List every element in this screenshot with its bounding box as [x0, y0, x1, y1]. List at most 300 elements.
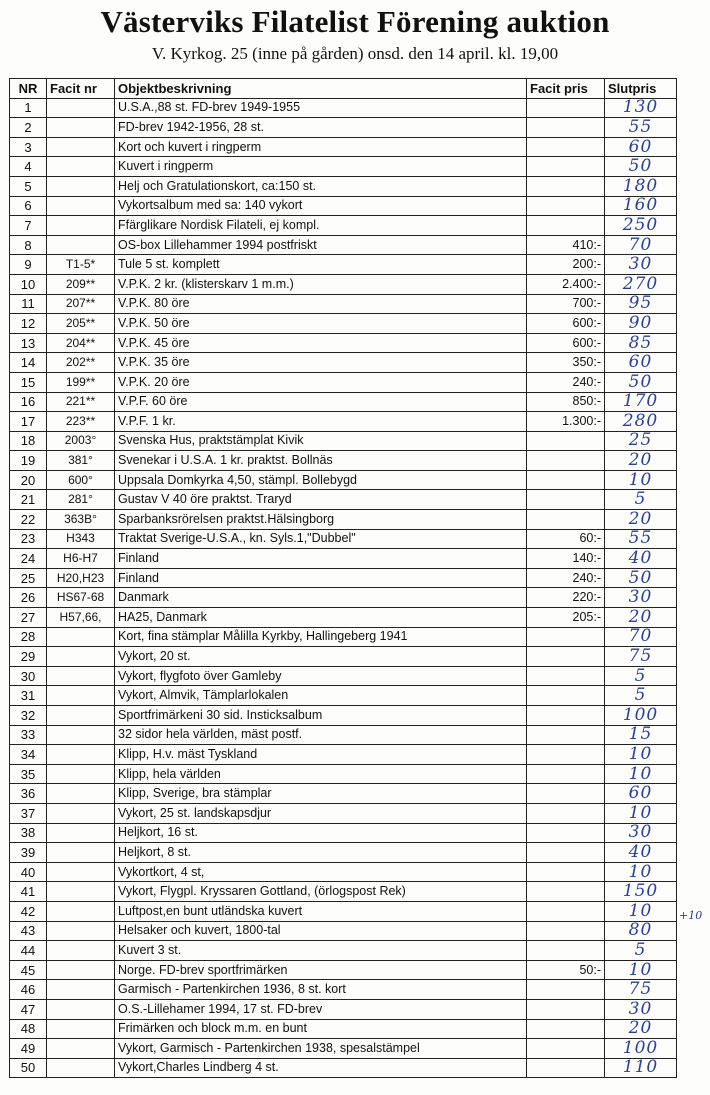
cell-nr: 16: [10, 392, 47, 412]
cell-facit-pris: [527, 999, 605, 1019]
cell-facit-pris: [527, 431, 605, 451]
cell-description: V.P.K. 50 öre: [115, 314, 527, 334]
table-row: [10, 764, 677, 784]
table-row: [10, 431, 677, 451]
cell-facit-nr: 600°: [47, 470, 115, 490]
cell-facit-pris: [527, 196, 605, 216]
cell-facit-pris: [527, 451, 605, 471]
cell-description: Kuvert i ringperm: [115, 157, 527, 177]
table-row: [10, 941, 677, 961]
cell-nr: 43: [10, 921, 47, 941]
cell-nr: 18: [10, 431, 47, 451]
cell-slutpris: 5: [605, 666, 677, 686]
cell-facit-pris: 410:-: [527, 235, 605, 255]
cell-facit-pris: 600:-: [527, 314, 605, 334]
cell-facit-nr: 209**: [47, 274, 115, 294]
cell-nr: 30: [10, 666, 47, 686]
cell-facit-nr: 207**: [47, 294, 115, 314]
cell-description: Finland: [115, 549, 527, 569]
table-row: [10, 137, 677, 157]
table-row: [10, 176, 677, 196]
cell-facit-nr: [47, 627, 115, 647]
table-header-row: [10, 79, 677, 99]
cell-facit-pris: [527, 216, 605, 236]
cell-slutpris: 85: [605, 333, 677, 353]
cell-slutpris: 50: [605, 372, 677, 392]
cell-description: Heljkort, 8 st.: [115, 843, 527, 863]
cell-facit-pris: 60:-: [527, 529, 605, 549]
table-row: [10, 843, 677, 863]
cell-slutpris: 60: [605, 137, 677, 157]
cell-facit-pris: [527, 157, 605, 177]
cell-description: Kort, fina stämplar Målilla Kyrkby, Hallingeberg 1941: [115, 627, 527, 647]
cell-description: Vykort, Garmisch - Partenkirchen 1938, spesalstämpel: [115, 1039, 527, 1059]
cell-facit-nr: H57,66,: [47, 608, 115, 628]
cell-slutpris: 30: [605, 255, 677, 275]
table-row: [10, 255, 677, 275]
cell-facit-nr: [47, 176, 115, 196]
cell-description: Tule 5 st. komplett: [115, 255, 527, 275]
cell-slutpris: 20: [605, 1019, 677, 1039]
cell-slutpris: 170: [605, 392, 677, 412]
cell-description: OS-box Lillehammer 1994 postfriskt: [115, 235, 527, 255]
cell-description: U.S.A.,88 st. FD-brev 1949-1955: [115, 98, 527, 118]
cell-slutpris: 10: [605, 960, 677, 980]
cell-slutpris: 10: [605, 862, 677, 882]
cell-nr: 2: [10, 118, 47, 138]
cell-facit-nr: [47, 118, 115, 138]
cell-nr: 29: [10, 647, 47, 667]
cell-slutpris: 10: [605, 745, 677, 765]
cell-facit-pris: [527, 764, 605, 784]
cell-nr: 28: [10, 627, 47, 647]
cell-nr: 3: [10, 137, 47, 157]
cell-nr: 22: [10, 510, 47, 530]
cell-facit-pris: 700:-: [527, 294, 605, 314]
cell-slutpris: 90: [605, 314, 677, 334]
table-row: [10, 901, 677, 921]
cell-facit-nr: 363B°: [47, 510, 115, 530]
cell-facit-nr: [47, 843, 115, 863]
cell-facit-nr: [47, 803, 115, 823]
cell-facit-pris: [527, 823, 605, 843]
header-facit-pris: Facit pris: [527, 79, 605, 99]
table-row: [10, 882, 677, 902]
cell-nr: 15: [10, 372, 47, 392]
cell-nr: 12: [10, 314, 47, 334]
cell-nr: 38: [10, 823, 47, 843]
cell-facit-nr: 2003°: [47, 431, 115, 451]
cell-nr: 45: [10, 960, 47, 980]
cell-facit-pris: [527, 137, 605, 157]
cell-description: V.P.K. 20 öre: [115, 372, 527, 392]
cell-facit-pris: 1.300:-: [527, 412, 605, 432]
cell-facit-nr: 205**: [47, 314, 115, 334]
table-row: [10, 353, 677, 373]
cell-facit-pris: [527, 627, 605, 647]
table-row: [10, 549, 677, 569]
table-row: [10, 862, 677, 882]
cell-description: Frimärken och block m.m. en bunt: [115, 1019, 527, 1039]
cell-facit-nr: 223**: [47, 412, 115, 432]
cell-slutpris: 75: [605, 980, 677, 1000]
cell-slutpris: 280: [605, 412, 677, 432]
cell-slutpris: 10: [605, 764, 677, 784]
cell-facit-pris: [527, 1019, 605, 1039]
side-note: +10: [679, 909, 703, 922]
table-row: [10, 314, 677, 334]
table-row: [10, 803, 677, 823]
table-row: [10, 392, 677, 412]
cell-nr: 11: [10, 294, 47, 314]
table-row: [10, 451, 677, 471]
cell-nr: 44: [10, 941, 47, 961]
cell-description: O.S.-Lillehamer 1994, 17 st. FD-brev: [115, 999, 527, 1019]
cell-nr: 48: [10, 1019, 47, 1039]
cell-description: V.P.F. 60 öre: [115, 392, 527, 412]
cell-nr: 23: [10, 529, 47, 549]
cell-nr: 40: [10, 862, 47, 882]
cell-facit-nr: [47, 823, 115, 843]
cell-facit-nr: [47, 999, 115, 1019]
cell-slutpris: 70: [605, 627, 677, 647]
cell-facit-nr: 199**: [47, 372, 115, 392]
table-row: [10, 745, 677, 765]
cell-nr: 6: [10, 196, 47, 216]
cell-description: Helj och Gratulationskort, ca:150 st.: [115, 176, 527, 196]
header-description: Objektbeskrivning: [115, 79, 527, 99]
cell-facit-nr: [47, 941, 115, 961]
header-facit-nr: Facit nr: [47, 79, 115, 99]
cell-facit-pris: [527, 98, 605, 118]
cell-slutpris: 10: [605, 901, 677, 921]
cell-facit-pris: 2.400:-: [527, 274, 605, 294]
cell-nr: 33: [10, 725, 47, 745]
cell-facit-pris: [527, 686, 605, 706]
cell-description: Svenekar i U.S.A. 1 kr. praktst. Bollnäs: [115, 451, 527, 471]
cell-slutpris: 15: [605, 725, 677, 745]
cell-nr: 36: [10, 784, 47, 804]
table-row: [10, 235, 677, 255]
table-row: [10, 647, 677, 667]
table-row: [10, 470, 677, 490]
cell-slutpris: 95: [605, 294, 677, 314]
cell-facit-pris: [527, 921, 605, 941]
cell-facit-pris: [527, 901, 605, 921]
cell-facit-pris: [527, 490, 605, 510]
cell-facit-nr: [47, 784, 115, 804]
cell-facit-pris: [527, 1039, 605, 1059]
table-row: [10, 960, 677, 980]
document-title: Västerviks Filatelist Förening auktion: [100, 4, 610, 39]
cell-description: Svenska Hus, praktstämplat Kivik: [115, 431, 527, 451]
cell-slutpris: 100: [605, 706, 677, 726]
cell-description: Uppsala Domkyrka 4,50, stämpl. Bollebygd: [115, 470, 527, 490]
cell-facit-nr: H6-H7: [47, 549, 115, 569]
cell-slutpris: 5: [605, 941, 677, 961]
table-row: [10, 980, 677, 1000]
cell-description: Danmark: [115, 588, 527, 608]
cell-description: Kort och kuvert i ringperm: [115, 137, 527, 157]
table-row: [10, 274, 677, 294]
cell-facit-nr: [47, 157, 115, 177]
cell-facit-pris: [527, 882, 605, 902]
cell-slutpris: 55: [605, 118, 677, 138]
table-row: [10, 1058, 677, 1078]
cell-facit-pris: [527, 1058, 605, 1078]
cell-description: V.P.K. 80 öre: [115, 294, 527, 314]
cell-facit-nr: [47, 647, 115, 667]
cell-description: Klipp, H.v. mäst Tyskland: [115, 745, 527, 765]
cell-slutpris: 40: [605, 549, 677, 569]
cell-facit-nr: 204**: [47, 333, 115, 353]
cell-nr: 9: [10, 255, 47, 275]
cell-facit-nr: [47, 196, 115, 216]
cell-nr: 35: [10, 764, 47, 784]
cell-nr: 8: [10, 235, 47, 255]
cell-nr: 42: [10, 901, 47, 921]
cell-description: Vykort, 20 st.: [115, 647, 527, 667]
cell-slutpris: 270: [605, 274, 677, 294]
table-row: [10, 118, 677, 138]
cell-description: 32 sidor hela världen, mäst postf.: [115, 725, 527, 745]
cell-description: Gustav V 40 öre praktst. Traryd: [115, 490, 527, 510]
cell-facit-nr: H343: [47, 529, 115, 549]
cell-facit-pris: [527, 118, 605, 138]
cell-nr: 47: [10, 999, 47, 1019]
document-subtitle: V. Kyrkog. 25 (inne på gården) onsd. den 14 april. kl. 19,00: [151, 44, 559, 63]
cell-facit-nr: [47, 764, 115, 784]
cell-description: Vykortkort, 4 st,: [115, 862, 527, 882]
cell-facit-pris: [527, 862, 605, 882]
cell-slutpris: 10: [605, 470, 677, 490]
cell-facit-nr: [47, 960, 115, 980]
cell-nr: 7: [10, 216, 47, 236]
cell-slutpris: 110: [605, 1058, 677, 1078]
cell-facit-pris: 140:-: [527, 549, 605, 569]
header-nr: NR: [10, 79, 47, 99]
cell-facit-nr: [47, 1019, 115, 1039]
cell-slutpris: 30: [605, 588, 677, 608]
cell-description: HA25, Danmark: [115, 608, 527, 628]
cell-facit-pris: 850:-: [527, 392, 605, 412]
cell-slutpris: 150: [605, 882, 677, 902]
cell-facit-pris: [527, 843, 605, 863]
cell-description: Vykort, Almvik, Tämplarlokalen: [115, 686, 527, 706]
table-row: [10, 196, 677, 216]
cell-facit-nr: HS67-68: [47, 588, 115, 608]
cell-facit-pris: 220:-: [527, 588, 605, 608]
cell-description: Sportfrimärkeni 30 sid. Insticksalbum: [115, 706, 527, 726]
cell-facit-pris: [527, 941, 605, 961]
header-slutpris: Slutpris: [605, 79, 677, 99]
table-row: [10, 686, 677, 706]
table-row: [10, 98, 677, 118]
cell-facit-pris: [527, 647, 605, 667]
cell-facit-nr: [47, 862, 115, 882]
cell-slutpris: 25: [605, 431, 677, 451]
cell-facit-nr: [47, 1039, 115, 1059]
cell-facit-pris: 240:-: [527, 568, 605, 588]
cell-facit-pris: [527, 803, 605, 823]
cell-description: Norge. FD-brev sportfrimärken: [115, 960, 527, 980]
cell-description: Traktat Sverige-U.S.A., kn. Syls.1,"Dubbel": [115, 529, 527, 549]
cell-nr: 25: [10, 568, 47, 588]
cell-facit-pris: [527, 706, 605, 726]
cell-facit-pris: [527, 980, 605, 1000]
table-row: [10, 157, 677, 177]
cell-facit-nr: 281°: [47, 490, 115, 510]
cell-slutpris: 100: [605, 1039, 677, 1059]
cell-nr: 32: [10, 706, 47, 726]
cell-facit-nr: [47, 745, 115, 765]
table-row: [10, 294, 677, 314]
cell-description: V.P.K. 2 kr. (klisterskarv 1 m.m.): [115, 274, 527, 294]
cell-facit-nr: [47, 216, 115, 236]
table-row: [10, 921, 677, 941]
cell-nr: 13: [10, 333, 47, 353]
cell-nr: 19: [10, 451, 47, 471]
cell-nr: 24: [10, 549, 47, 569]
cell-nr: 41: [10, 882, 47, 902]
cell-nr: 10: [10, 274, 47, 294]
table-row: [10, 510, 677, 530]
cell-nr: 31: [10, 686, 47, 706]
cell-facit-pris: [527, 725, 605, 745]
cell-description: Vykort, Flygpl. Kryssaren Gottland, (örlogspost Rek): [115, 882, 527, 902]
cell-slutpris: 20: [605, 510, 677, 530]
table-row: [10, 608, 677, 628]
cell-facit-pris: 205:-: [527, 608, 605, 628]
cell-facit-pris: 600:-: [527, 333, 605, 353]
cell-slutpris: 70: [605, 235, 677, 255]
cell-slutpris: 20: [605, 608, 677, 628]
auction-table: [9, 78, 677, 1078]
cell-facit-nr: [47, 725, 115, 745]
cell-facit-pris: [527, 745, 605, 765]
cell-slutpris: 50: [605, 157, 677, 177]
cell-description: Kuvert 3 st.: [115, 941, 527, 961]
cell-facit-nr: [47, 980, 115, 1000]
cell-facit-pris: [527, 470, 605, 490]
cell-nr: 27: [10, 608, 47, 628]
cell-description: Helsaker och kuvert, 1800-tal: [115, 921, 527, 941]
cell-nr: 5: [10, 176, 47, 196]
cell-slutpris: 10: [605, 803, 677, 823]
cell-slutpris: 160: [605, 196, 677, 216]
cell-description: Vykort,Charles Lindberg 4 st.: [115, 1058, 527, 1078]
cell-description: Klipp, hela världen: [115, 764, 527, 784]
cell-facit-nr: H20,H23: [47, 568, 115, 588]
cell-facit-nr: [47, 1058, 115, 1078]
cell-slutpris: 250: [605, 216, 677, 236]
cell-slutpris: 130: [605, 98, 677, 118]
cell-facit-nr: [47, 901, 115, 921]
cell-nr: 4: [10, 157, 47, 177]
cell-description: Garmisch - Partenkirchen 1936, 8 st. kort: [115, 980, 527, 1000]
cell-facit-pris: 200:-: [527, 255, 605, 275]
table-row: [10, 568, 677, 588]
cell-facit-nr: [47, 666, 115, 686]
cell-facit-pris: [527, 784, 605, 804]
cell-facit-nr: T1-5*: [47, 255, 115, 275]
cell-description: V.P.K. 45 öre: [115, 333, 527, 353]
cell-slutpris: 180: [605, 176, 677, 196]
cell-nr: 50: [10, 1058, 47, 1078]
cell-nr: 17: [10, 412, 47, 432]
cell-facit-nr: [47, 235, 115, 255]
cell-description: Sparbanksrörelsen praktst.Hälsingborg: [115, 510, 527, 530]
table-row: [10, 490, 677, 510]
cell-description: Vykortsalbum med sa: 140 vykort: [115, 196, 527, 216]
cell-slutpris: 60: [605, 784, 677, 804]
cell-description: FD-brev 1942-1956, 28 st.: [115, 118, 527, 138]
cell-nr: 37: [10, 803, 47, 823]
cell-description: Ffärglikare Nordisk Filateli, ej kompl.: [115, 216, 527, 236]
cell-facit-nr: [47, 98, 115, 118]
table-row: [10, 372, 677, 392]
cell-facit-nr: 221**: [47, 392, 115, 412]
cell-nr: 20: [10, 470, 47, 490]
cell-facit-pris: 350:-: [527, 353, 605, 373]
table-row: [10, 666, 677, 686]
cell-slutpris: 5: [605, 686, 677, 706]
cell-slutpris: 60: [605, 353, 677, 373]
cell-facit-nr: [47, 882, 115, 902]
cell-nr: 26: [10, 588, 47, 608]
cell-facit-nr: 381°: [47, 451, 115, 471]
cell-facit-nr: [47, 706, 115, 726]
cell-description: V.P.F. 1 kr.: [115, 412, 527, 432]
cell-nr: 39: [10, 843, 47, 863]
cell-facit-nr: 202**: [47, 353, 115, 373]
cell-nr: 1: [10, 98, 47, 118]
cell-description: Vykort, flygfoto över Gamleby: [115, 666, 527, 686]
cell-nr: 14: [10, 353, 47, 373]
cell-slutpris: 5: [605, 490, 677, 510]
cell-description: Finland: [115, 568, 527, 588]
cell-slutpris: 30: [605, 999, 677, 1019]
cell-nr: 21: [10, 490, 47, 510]
cell-facit-nr: [47, 137, 115, 157]
cell-slutpris: 40: [605, 843, 677, 863]
table-row: [10, 529, 677, 549]
cell-nr: 34: [10, 745, 47, 765]
cell-slutpris: 30: [605, 823, 677, 843]
cell-facit-nr: [47, 921, 115, 941]
table-row: [10, 999, 677, 1019]
table-row: [10, 412, 677, 432]
table-row: [10, 1019, 677, 1039]
cell-description: Vykort, 25 st. landskapsdjur: [115, 803, 527, 823]
cell-facit-pris: [527, 510, 605, 530]
table-row: [10, 1039, 677, 1059]
cell-slutpris: 20: [605, 451, 677, 471]
cell-slutpris: 75: [605, 647, 677, 667]
cell-slutpris: 55: [605, 529, 677, 549]
cell-description: Heljkort, 16 st.: [115, 823, 527, 843]
table-body: [10, 98, 677, 1078]
cell-facit-pris: 240:-: [527, 372, 605, 392]
cell-facit-pris: [527, 176, 605, 196]
cell-description: Klipp, Sverige, bra stämplar: [115, 784, 527, 804]
table-row: [10, 725, 677, 745]
cell-slutpris: 80: [605, 921, 677, 941]
table-row: [10, 627, 677, 647]
table-row: [10, 706, 677, 726]
table-row: [10, 588, 677, 608]
table-row: [10, 333, 677, 353]
